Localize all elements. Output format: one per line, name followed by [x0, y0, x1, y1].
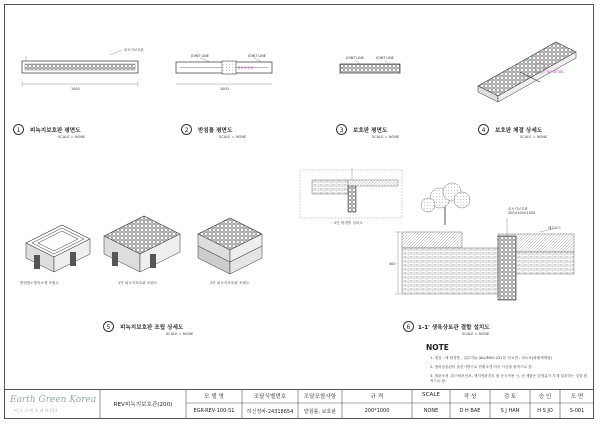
drawing-scale-6: SCALE = NONE — [462, 332, 490, 336]
drawing-title-6: 1-1' 생육상토관 결합 설치도 — [418, 325, 490, 331]
assembly-caption-a: 받침틀+생육소켓 조립도 — [20, 281, 59, 285]
company-logo-subtitle: 어 스 그 린 코 리 아 (주) — [14, 408, 57, 413]
magenta-label: 생육보호판 — [237, 66, 254, 70]
header-checked: 검 토 — [503, 394, 517, 400]
assembly-caption-c: 2단 피녹지보호판 조립도 — [210, 281, 250, 285]
plan-view-2 — [176, 58, 272, 84]
drawing-title-2: 받침틀 평면도 — [198, 128, 233, 134]
joint-line-label-4: JOINT LINE — [376, 56, 394, 60]
notes-title: NOTE — [426, 343, 449, 352]
note-item-2: 2. 생육상통관의 솔선시방으로 현황소켓 아우 시공을 원칙으로 함. — [430, 365, 533, 369]
drawing-scale-3: SCALE = NONE — [372, 135, 400, 139]
value-scale: NONE — [423, 408, 439, 414]
value-drawing-no: S-001 — [569, 408, 585, 414]
drawing-title-3: 보호판 평면도 — [353, 128, 388, 134]
plan-view-1 — [22, 50, 138, 87]
value-model: EGK-REV-100-S1 — [193, 408, 235, 414]
dimension-label-1: 1000 — [71, 87, 80, 91]
section-annotation-1: 피녹지보호판 — [508, 207, 528, 211]
cover-callout-label: 피녹지보호판 — [124, 48, 144, 52]
iso-assembly-c — [198, 218, 262, 274]
plan-view-3 — [340, 60, 400, 73]
detail-a-label: "A" DETAIL — [546, 70, 565, 74]
header-approved: 승 인 — [538, 394, 552, 400]
value-drawn: D H BAE — [459, 408, 481, 414]
section-annotation-2: 200×100×1000 — [508, 211, 536, 215]
header-scale: SCALE — [422, 392, 440, 398]
header-drawn: 작 성 — [463, 394, 477, 400]
value-approved: H S JO — [537, 408, 553, 414]
drawing-number-3: 3 — [336, 124, 347, 135]
note-item-1: 1. 재질 : 새 환경틀 , 일루미늄 (ALUM50-15) 본 단요면 : 피녹보(화황색계열) — [430, 356, 552, 360]
value-checked: S J HAN — [500, 408, 520, 414]
header-drawing-no: 도 면 — [570, 394, 584, 400]
joint-line-label-3: JOINT LINE — [346, 56, 364, 60]
dimension-label-2: 1000 — [220, 87, 229, 91]
project-name: REV피녹지보호관(200) — [113, 402, 173, 408]
drawing-scale-2: SCALE = NONE — [219, 135, 247, 139]
joint-line-label-1: JOINT LINE — [191, 54, 209, 58]
value-id: 허신정바-24318654 — [246, 409, 294, 415]
drawing-number-2: 2 — [181, 124, 192, 135]
drawing-number-1: 1 — [13, 124, 24, 135]
value-spec: 200*1000 — [364, 408, 390, 414]
joint-line-label-2: JOINT LINE — [248, 54, 266, 58]
drawing-title-1: 피녹지보호판 평면도 — [30, 128, 81, 134]
section-annotation-3: 배수보도 — [548, 226, 562, 230]
header-model: 모 델 명 — [204, 394, 224, 400]
drawing-title-5: 피녹지보호판 조립 상세도 — [120, 325, 184, 331]
value-includes: 받침틀, 보호판 — [303, 409, 337, 415]
iso-assembly-a — [26, 225, 90, 272]
note-item-3: 3. 철판조정 ,리스틸보인보, 생지역판건우 원 동시적용 시, 선 제품은 앞정분사 부재 설치하는 것을 원칙으로 함. — [430, 374, 588, 383]
drawing-scale-5: SCALE = NONE — [166, 332, 194, 336]
section-dimension: 400 — [389, 262, 396, 266]
sub-detail-section — [300, 168, 402, 218]
header-includes: 조달포함사항 — [303, 394, 337, 400]
header-id: 조달식별번호 — [253, 394, 287, 400]
header-spec: 규 격 — [370, 394, 384, 400]
drawing-scale-4: SCALE = NONE — [520, 135, 548, 139]
assembly-caption-b: 1단 피녹지보호판 조립도 — [118, 281, 158, 285]
section-view-6 — [395, 183, 574, 300]
company-logo: Earth Green Korea — [10, 395, 97, 405]
iso-assembly-b — [104, 216, 180, 272]
sub-detail-caption: 2단 환경틀 설치도 — [334, 221, 363, 225]
drawing-number-6: 6 — [403, 321, 414, 332]
drawing-scale-1: SCALE = NONE — [58, 135, 86, 139]
drawing-number-5: 5 — [103, 321, 114, 332]
drawing-title-4: 보호판 체결 상세도 — [495, 128, 543, 134]
drawing-number-4: 4 — [478, 124, 489, 135]
